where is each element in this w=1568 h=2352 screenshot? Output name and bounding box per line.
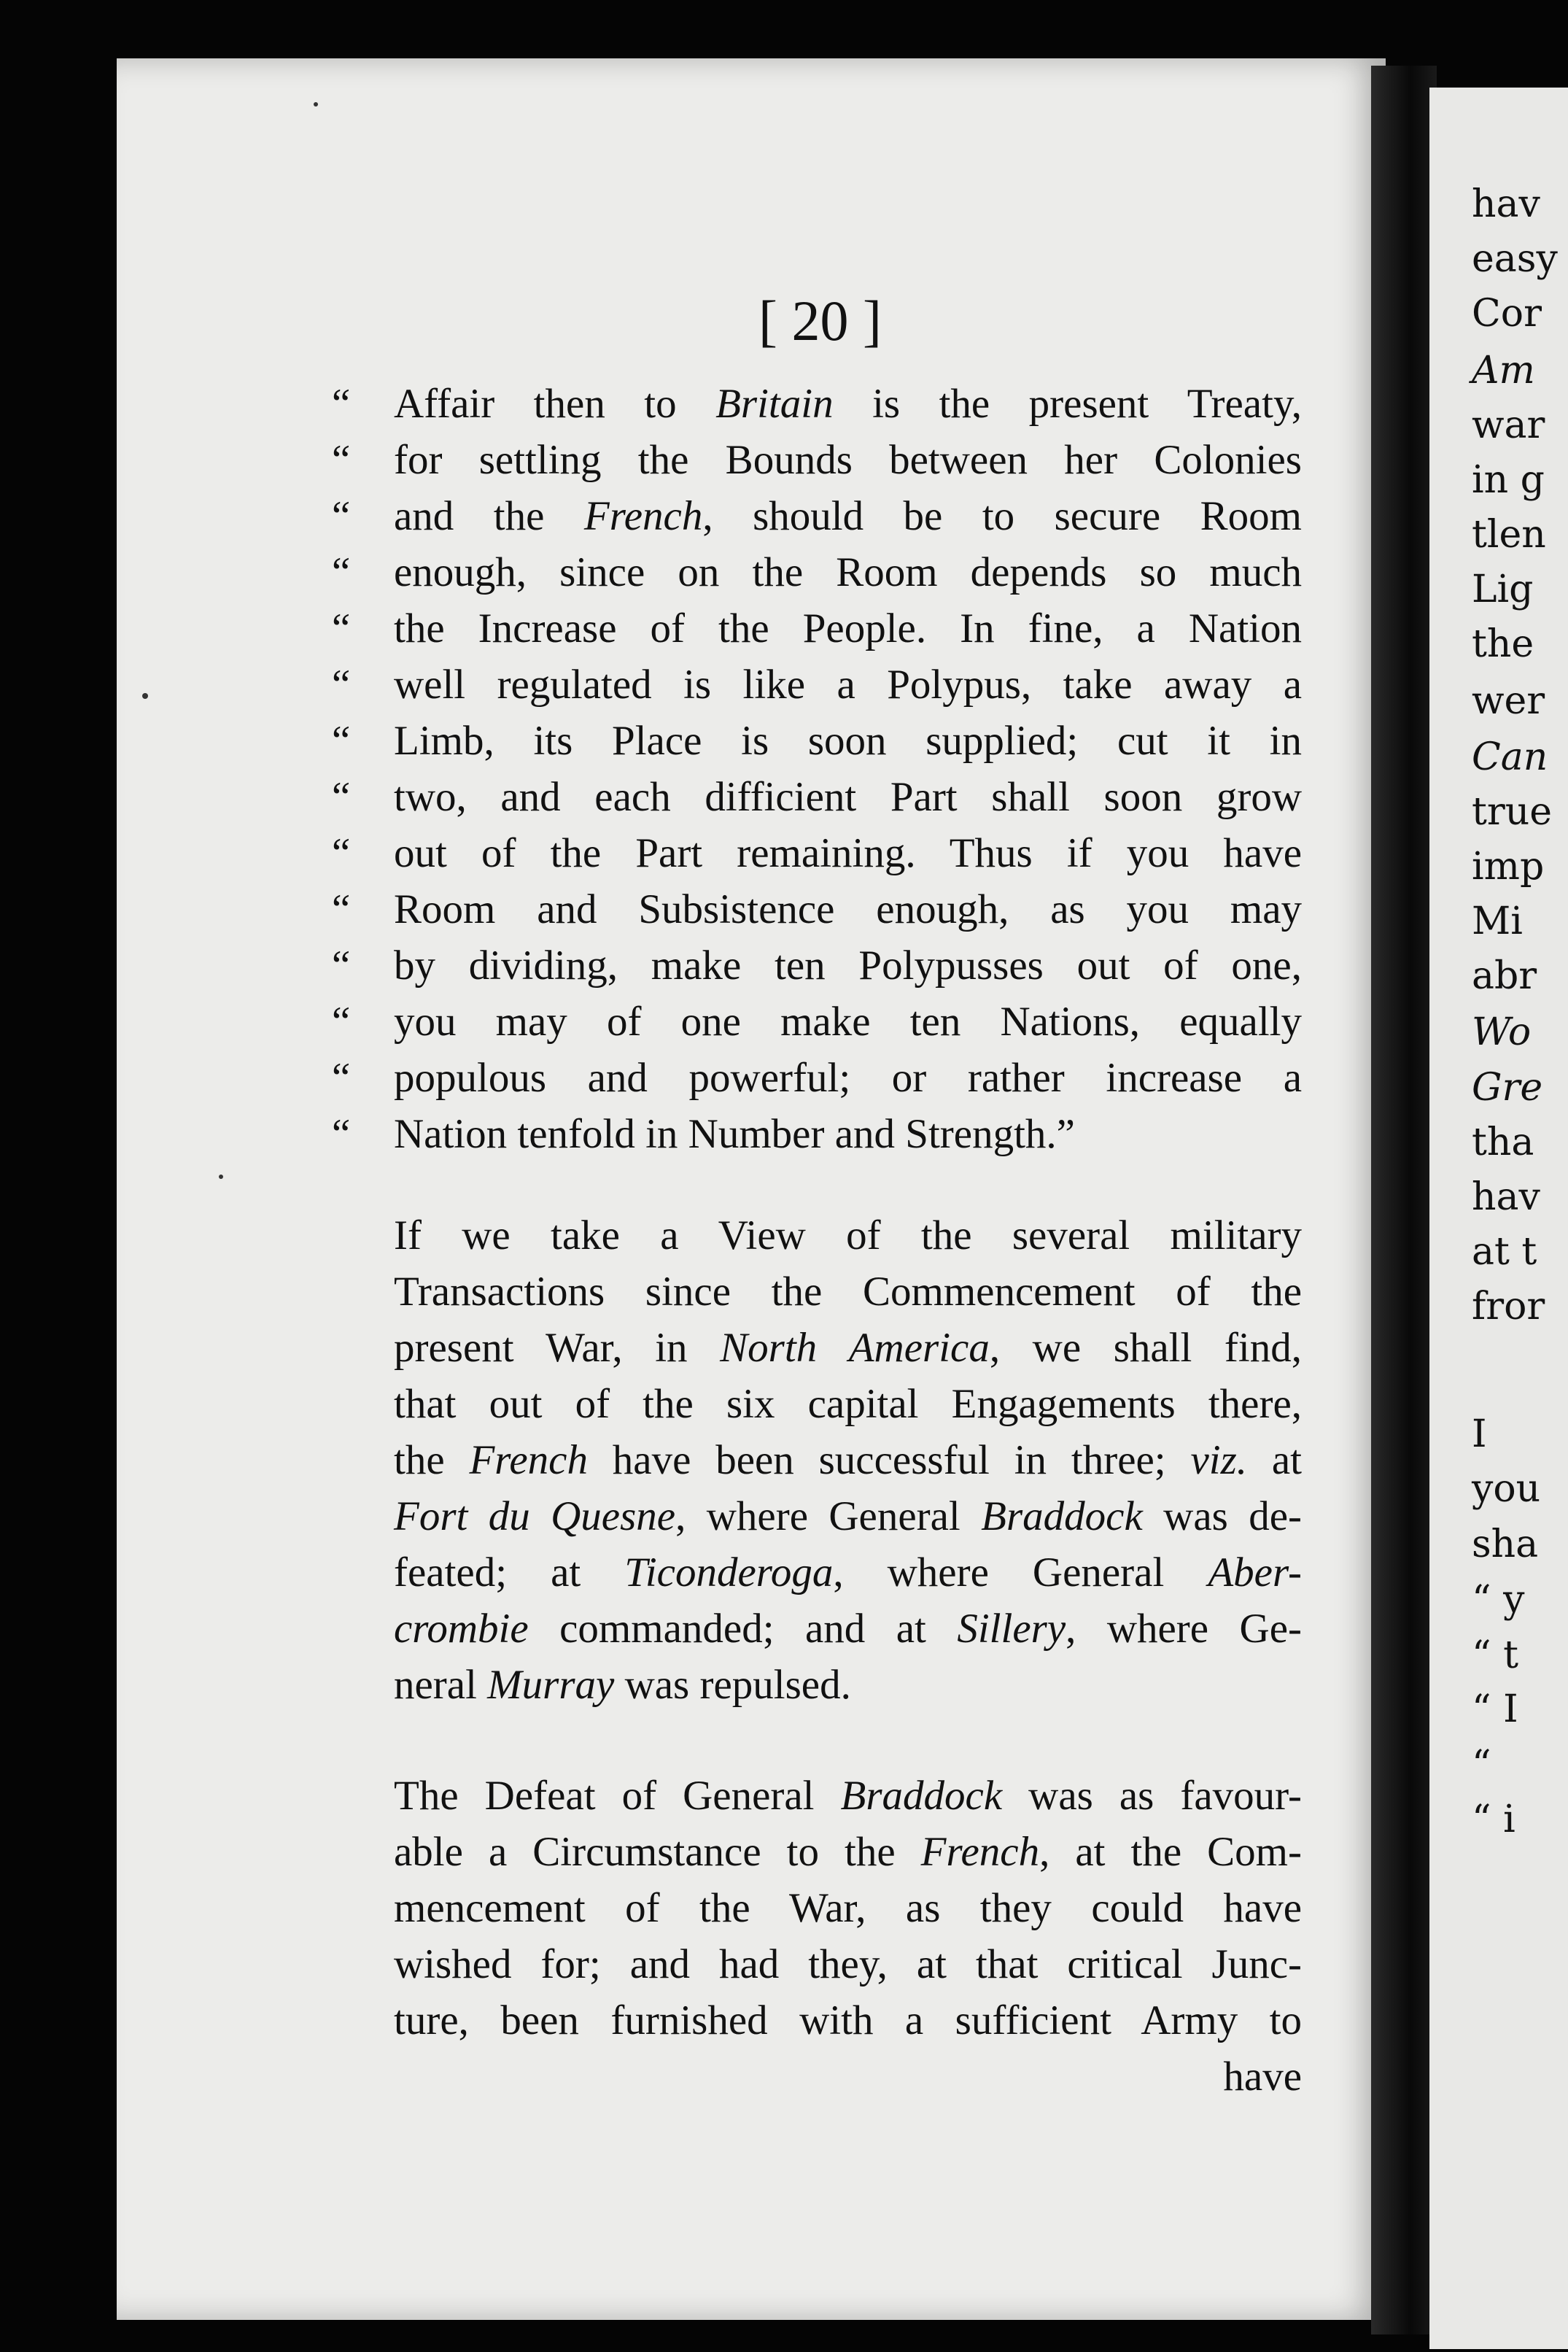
- right-page-text-fragment: “: [1472, 1743, 1491, 1787]
- quotation-mark: “: [332, 943, 351, 989]
- right-page-text-fragment: imp: [1472, 845, 1545, 889]
- quote-line: “ well regulated is like a Polypus, take away a: [394, 657, 1302, 713]
- right-page-text-fragment: Lig: [1472, 568, 1534, 611]
- italic-text: crombie: [394, 1606, 529, 1652]
- text-line: crombie commanded; and at Sillery, where Ge-: [394, 1606, 1302, 1652]
- right-page-text-fragment: “ y: [1472, 1578, 1525, 1622]
- quote-line: “ populous and powerful; or rather increase a: [394, 1050, 1302, 1106]
- catchword-line: [394, 2049, 1302, 2105]
- text-line: wished for; and had they, at that critical Junc-: [394, 1941, 1302, 1987]
- quote-line: “ two, and each difficient Part shall soon grow: [394, 769, 1302, 825]
- catchword: have: [1223, 2054, 1302, 2100]
- right-page-text-fragment: sha: [1472, 1523, 1539, 1566]
- quotation-mark: “: [332, 606, 351, 651]
- italic-text: French: [469, 1437, 588, 1483]
- right-page-text-fragment: war: [1472, 403, 1545, 447]
- right-page-text-fragment: hav: [1472, 182, 1540, 226]
- right-page-text-fragment: Wo: [1472, 1010, 1532, 1054]
- right-page-text-fragment: Cor: [1472, 292, 1542, 336]
- book-gutter: [1371, 66, 1437, 2334]
- text-line: Transactions since the Commencement of the: [394, 1269, 1302, 1315]
- right-page-text-fragment: “ t: [1472, 1633, 1519, 1677]
- right-page-text-fragment: “ i: [1472, 1798, 1515, 1841]
- quote-line: “ Affair then to Britain is the present Treaty,: [394, 376, 1302, 432]
- text-line: mencement of the War, as they could have: [394, 1885, 1302, 1931]
- quotation-mark: “: [332, 1111, 351, 1157]
- right-page-text-fragment: in g: [1472, 458, 1545, 502]
- italic-text: Sillery: [957, 1606, 1066, 1652]
- speck-mark: [314, 102, 318, 107]
- italic-text: Aber-: [1208, 1550, 1302, 1595]
- text-line: ture, been furnished with a sufficient Army to: [394, 1997, 1302, 2043]
- quote-line: “ enough, since on the Room depends so much: [394, 544, 1302, 600]
- italic-text: French: [583, 493, 703, 539]
- text-line: The Defeat of General Braddock was as favour-: [394, 1773, 1302, 1819]
- paragraph-military-transactions: [394, 1207, 1302, 1713]
- right-page-text-fragment: easy: [1472, 237, 1558, 281]
- right-page-text-fragment: you: [1472, 1467, 1541, 1511]
- right-page-text-fragment: Can: [1472, 735, 1548, 779]
- right-page-text-fragment: tlen: [1472, 513, 1546, 557]
- italic-text: Fort du Quesne: [394, 1493, 676, 1539]
- right-page-text-fragment: Mi: [1472, 900, 1523, 943]
- right-page-text-fragment: I: [1472, 1412, 1487, 1456]
- text-line: the French have been successful in three; viz. at: [394, 1437, 1302, 1483]
- right-page-text-fragment: abr: [1472, 954, 1537, 998]
- text-line: present War, in North America, we shall find,: [394, 1325, 1303, 1371]
- right-page-text-fragment: Am: [1472, 349, 1535, 392]
- text-line: able a Circumstance to the French, at the Com-: [394, 1829, 1302, 1875]
- italic-text: Murray: [487, 1662, 615, 1708]
- quotation-mark: “: [332, 549, 351, 595]
- text-line: neral Murray was repulsed.: [394, 1662, 851, 1708]
- italic-text: Britain: [715, 381, 834, 427]
- quote-line: “ for settling the Bounds between her Colonies: [394, 432, 1302, 488]
- quote-line: “ you may of one make ten Nations, equally: [394, 994, 1302, 1050]
- quotation-mark: “: [332, 718, 351, 764]
- quotation-mark: “: [332, 999, 351, 1045]
- quote-line: “ out of the Part remaining. Thus if you have: [394, 825, 1302, 881]
- page-number: [ 20 ]: [758, 289, 882, 352]
- text-line: Fort du Quesne, where General Braddock was de-: [394, 1493, 1303, 1539]
- quotation-mark: “: [332, 830, 351, 876]
- quotation-mark: “: [332, 381, 351, 427]
- quote-line: “ and the French, should be to secure Room: [394, 488, 1302, 544]
- quotation-mark: “: [332, 493, 351, 539]
- right-page-text-fragment: fror: [1472, 1285, 1545, 1328]
- right-page-fragment: [1429, 88, 1568, 2349]
- quote-line: “ Limb, its Place is soon supplied; cut it in: [394, 713, 1302, 769]
- quotation-mark: “: [332, 437, 351, 483]
- speck-mark: [142, 693, 148, 699]
- speck-mark: [219, 1175, 223, 1179]
- text-line: feated; at Ticonderoga, where General Aber-: [394, 1550, 1302, 1595]
- right-page-text-fragment: “ I: [1472, 1687, 1518, 1731]
- right-page-text-fragment: the: [1472, 622, 1534, 666]
- quotation-mark: “: [332, 662, 351, 708]
- quote-line: “ Room and Subsistence enough, as you may: [394, 881, 1302, 937]
- right-page-text-fragment: wer: [1472, 679, 1545, 723]
- quote-line: “ by dividing, make ten Polypusses out of one,: [394, 937, 1302, 994]
- paragraph-braddock-defeat: [394, 1768, 1302, 2049]
- text-line: If we take a View of the several military: [394, 1212, 1302, 1258]
- quotation-mark: “: [332, 1055, 351, 1101]
- right-page-text-fragment: at t: [1472, 1230, 1537, 1274]
- quote-line: “ Nation tenfold in Number and Strength.”: [394, 1106, 1302, 1162]
- quote-line: “ the Increase of the People. In fine, a Nation: [394, 600, 1302, 657]
- italic-text: Ticonderoga: [624, 1550, 834, 1595]
- italic-text: Braddock: [840, 1773, 1003, 1819]
- right-page-text-fragment: true: [1472, 790, 1553, 834]
- right-page-text-fragment: hav: [1472, 1175, 1540, 1219]
- quotation-mark: “: [332, 774, 351, 820]
- quotation-block: [332, 376, 1303, 1162]
- quotation-mark: “: [332, 886, 351, 932]
- italic-text: North America: [720, 1325, 990, 1371]
- right-page-text-fragment: tha: [1472, 1121, 1534, 1164]
- right-page-text-fragment: Gre: [1472, 1066, 1543, 1110]
- italic-text: Braddock: [981, 1493, 1143, 1539]
- italic-text: French: [920, 1829, 1040, 1875]
- text-line: that out of the six capital Engagements there,: [394, 1381, 1302, 1427]
- italic-text: viz.: [1190, 1437, 1248, 1483]
